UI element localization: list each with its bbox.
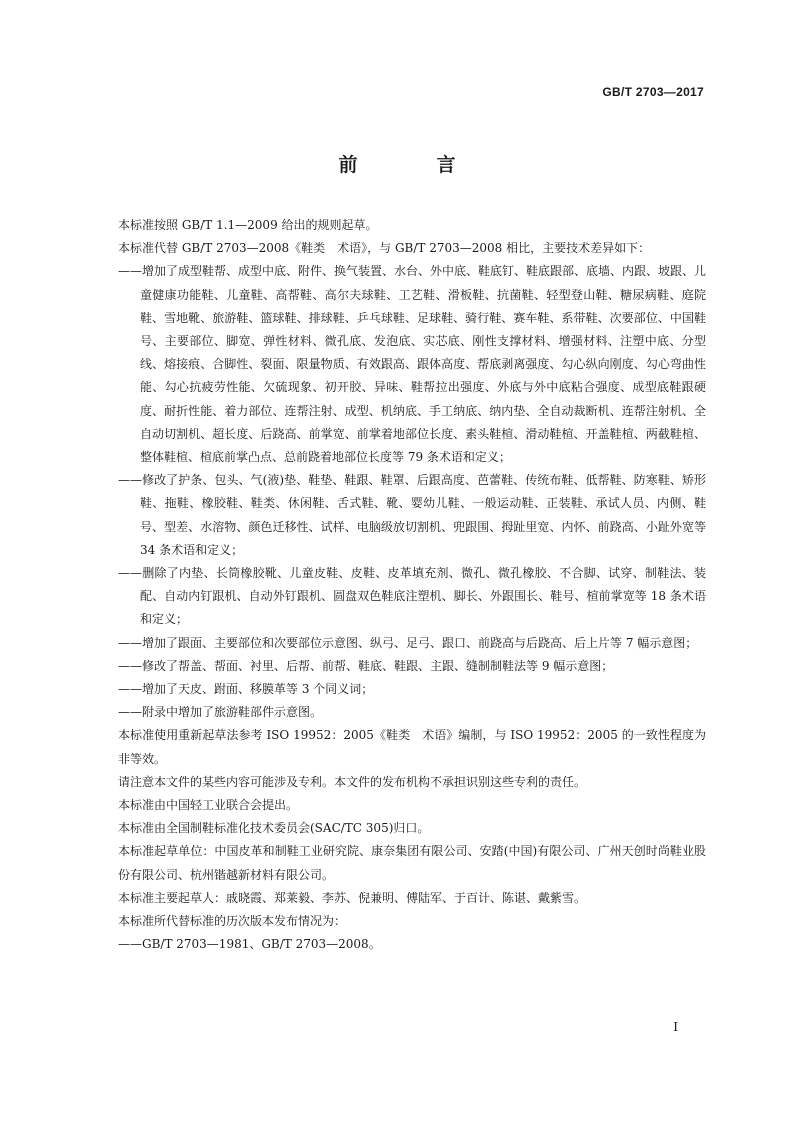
proposed-by-paragraph: 本标准由中国轻工业联合会提出。 (118, 798, 299, 813)
change-item: ——附录中增加了旅游鞋部件示意图。 (118, 705, 323, 720)
patent-paragraph: 请注意本文件的某些内容可能涉及专利。本文件的发布机构不承担识别这些专利的责任。 (118, 774, 587, 789)
centralized-by-paragraph: 本标准由全国制鞋标准化技术委员会(SAC/TC 305)归口。 (118, 821, 430, 836)
history-item: ——GB/T 2703—1981、GB/T 2703—2008。 (118, 937, 381, 952)
adoption-paragraph: 本标准使用重新起草法参考 ISO 19952：2005《鞋类 术语》编制，与 ISO 19952：2005 的一致性程度为非等效。 (118, 728, 706, 766)
change-item: ——修改了帮盖、帮面、衬里、后帮、前帮、鞋底、鞋跟、主跟、缝制制鞋法等 9 幅示意图； (118, 658, 614, 673)
page-number: I (673, 1020, 678, 1034)
drafting-units-paragraph: 本标准起草单位：中国皮革和制鞋工业研究院、康奈集团有限公司、安踏(中国)有限公司、广州天创时尚鞋业股份有限公司、杭州锴越新材料有限公司。 (118, 844, 706, 882)
intro-paragraph-1: 本标准按照 GB/T 1.1—2009 给出的规则起草。 (118, 218, 378, 232)
foreword-body (118, 214, 706, 957)
change-item: ——增加了跟面、主要部位和次要部位示意图、纵弓、足弓、跟口、前跷高与后跷高、后上片等 7 幅示意图； (118, 635, 698, 650)
standard-number: GB/T 2703—2017 (602, 85, 704, 99)
intro-paragraph-2: 本标准代替 GB/T 2703—2008《鞋类 术语》，与 GB/T 2703—2008 相比，主要技术差异如下： (118, 241, 651, 256)
change-item: ——增加了天皮、跗面、移膜革等 3 个同义词； (118, 682, 374, 697)
change-item: ——增加了成型鞋帮、成型中底、附件、换气装置、水台、外中底、鞋底钉、鞋底跟部、底墙、内跟、坡跟、儿童健康功能鞋、儿童鞋、高帮鞋、高尔夫球鞋、工艺鞋、滑板鞋、抗菌鞋、轻型登山鞋、糖尿病鞋、庭院鞋、雪地靴、旅游鞋、篮球鞋、排球鞋、乒乓球鞋、足球鞋、骑行鞋、赛车鞋、系带鞋、次要部位、中国鞋号、主要部位、脚宽、弹性材料、微孔底、发泡底、实芯底、刚性支撑材料、增强材料、注塑中底、分型线、熔接痕、合脚性、裂面、限量物质、有效跟高、跟体高度、帮底剥离强度、勾心纵向刚度、勾心弯曲性能、勾心抗疲劳性能、欠硫现象、初开胶、异味、鞋帮拉出强度、外底与外中底粘合强度、成型底鞋跟硬度、耐折性能、着力部位、连帮注射、成型、机纳底、手工纳底、纳内垫、全自动裁断机、连帮注射机、全自动切割机、超长度、后跷高、前掌宽、前掌着地部位长度、素头鞋楦、滑动鞋楦、开盖鞋楦、两截鞋楦、整体鞋楦、楦底前掌凸点、总前跷着地部位长度等 79 条术语和定义； (118, 264, 707, 465)
history-intro-paragraph: 本标准所代替标准的历次版本发布情况为： (118, 914, 347, 929)
page-title: 前 言 (338, 154, 486, 176)
change-item: ——删除了内垫、长筒橡胶靴、儿童皮鞋、皮鞋、皮革填充剂、微孔、微孔橡胶、不合脚、试穿、制鞋法、装配、自动内钉跟机、自动外钉跟机、圆盘双色鞋底注塑机、脚长、外跟围长、鞋号、楦前掌宽等 18 条术语和定义； (118, 566, 706, 627)
drafters-paragraph: 本标准主要起草人：戚晓霞、郑莱毅、李苏、倪兼明、傅陆军、于百计、陈谌、戴紫雪。 (118, 890, 587, 905)
changes-list (118, 260, 706, 724)
change-item: ——修改了护条、包头、气(液)垫、鞋垫、鞋跟、鞋罩、后跟高度、芭蕾鞋、传统布鞋、低帮鞋、防寒鞋、矫形鞋、拖鞋、橡胶鞋、鞋类、休闲鞋、舌式鞋、靴、婴幼儿鞋、一般运动鞋、正装鞋、承试人员、内侧、鞋号、型差、水溶物、颜色迁移性、试样、电脑级放切割机、兜跟围、拇趾里宽、内怀、前跷高、小趾外宽等 34 条术语和定义； (118, 473, 706, 557)
